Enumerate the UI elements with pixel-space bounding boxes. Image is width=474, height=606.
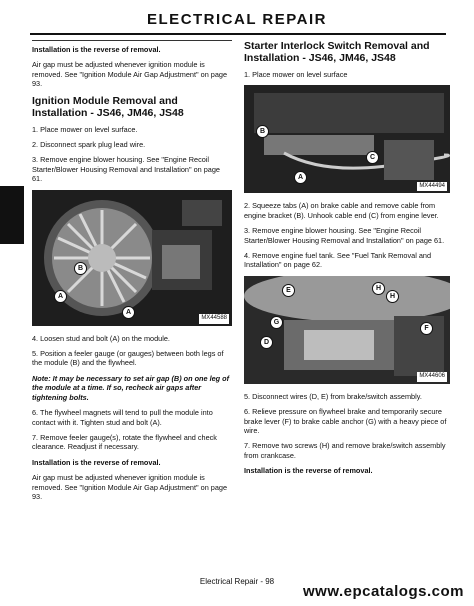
rule (32, 40, 232, 41)
figure-caption: MX44606 (417, 372, 447, 381)
brake-switch-illustration (244, 276, 450, 384)
section-heading-interlock: Starter Interlock Switch Removal and Installation - JS46, JM46, JS48 (244, 40, 430, 64)
callout-a: A (54, 290, 67, 303)
step: 5. Disconnect wires (D, E) from brake/switch assembly. (244, 391, 422, 401)
callout-g: G (270, 316, 283, 329)
flywheel-illustration (32, 190, 232, 326)
step: 7. Remove two screws (H) and remove brake/switch assembly from crankcase. (244, 441, 446, 460)
step: 4. Loosen stud and bolt (A) on the module. (32, 333, 170, 343)
page-title: ELECTRICAL REPAIR (147, 11, 327, 28)
step: 3. Remove engine blower housing. See "Engine Recoil Starter/Blower Housing Removal and Installation" on page 61. (32, 155, 220, 184)
callout-f: F (420, 322, 433, 335)
step: 2. Squeeze tabs (A) on brake cable and remove cable from engine bracket (B). Unhook cable end (C) from engine lever. (244, 201, 439, 220)
install-reverse-note: Installation is the reverse of removal. (32, 45, 161, 54)
callout-a: A (294, 171, 307, 184)
install-reverse-note: Installation is the reverse of removal. (32, 457, 161, 467)
step: 4. Remove engine fuel tank. See "Fuel Tank Removal and Installation" on page 62. (244, 251, 432, 270)
brake-cable-photo (244, 85, 450, 193)
header-rule (30, 33, 446, 35)
page-footer: Electrical Repair - 98 (199, 577, 275, 586)
brake-switch-photo (244, 276, 450, 384)
step: 6. The flywheel magnets will tend to pull the module into contact with it. Tighten stud and bolt (A). (32, 408, 213, 427)
step: 2. Disconnect spark plug lead wire. (32, 140, 146, 150)
step: 1. Place mower on level surface (244, 70, 348, 79)
install-reverse-note: Installation is the reverse of removal. (244, 466, 373, 476)
step: 5. Position a feeler gauge (or gauges) between both legs of the module (B) and the flywheel. (32, 349, 224, 368)
callout-b: B (74, 262, 87, 275)
step: 3. Remove engine blower housing. See "Engine Recoil Starter/Blower Housing Removal and Installation" on page 61. (244, 226, 445, 245)
figure-caption: MX44588 (199, 314, 229, 323)
step: 1. Place mower on level surface. (32, 124, 138, 134)
callout-h: H (372, 282, 385, 295)
callout-d: D (260, 336, 273, 349)
callout-h: H (386, 290, 399, 303)
callout-b: B (256, 125, 269, 138)
note: Note: It may be necessary to set air gap (B) on one leg of the module at a time. If so, recheck air gaps after tightening bolts. (32, 373, 230, 402)
left-column (32, 40, 232, 507)
step: 7. Remove feeler gauge(s), rotate the flywheel and check clearance. Readjust if necessary. (32, 432, 217, 452)
figure-caption: MX44494 (417, 182, 447, 191)
watermark: www.epcatalogs.com (303, 583, 464, 600)
callout-c: C (366, 151, 379, 164)
airgap-note: Air gap must be adjusted whenever ignition module is removed. See "Ignition Module Air Gap Adjustment" on page 93. (32, 60, 228, 89)
step: 6. Relieve pressure on flywheel brake and temporarily secure brake lever (F) to brake cable anchor (G) with a heavy piece of wire. (244, 407, 447, 436)
right-column (244, 40, 450, 482)
callout-a: A (122, 306, 135, 319)
callout-e: E (282, 284, 295, 297)
airgap-note: Air gap must be adjusted whenever ignition module is removed. See "Ignition Module Air Gap Adjustment" on page 93. (32, 473, 228, 501)
section-heading-ignition: Ignition Module Removal and Installation - JS46, JM46, JS48 (32, 94, 184, 119)
ignition-module-photo (32, 190, 232, 326)
brake-cable-illustration (244, 85, 450, 193)
page-header (0, 0, 474, 40)
section-thumb-tab (0, 186, 24, 244)
